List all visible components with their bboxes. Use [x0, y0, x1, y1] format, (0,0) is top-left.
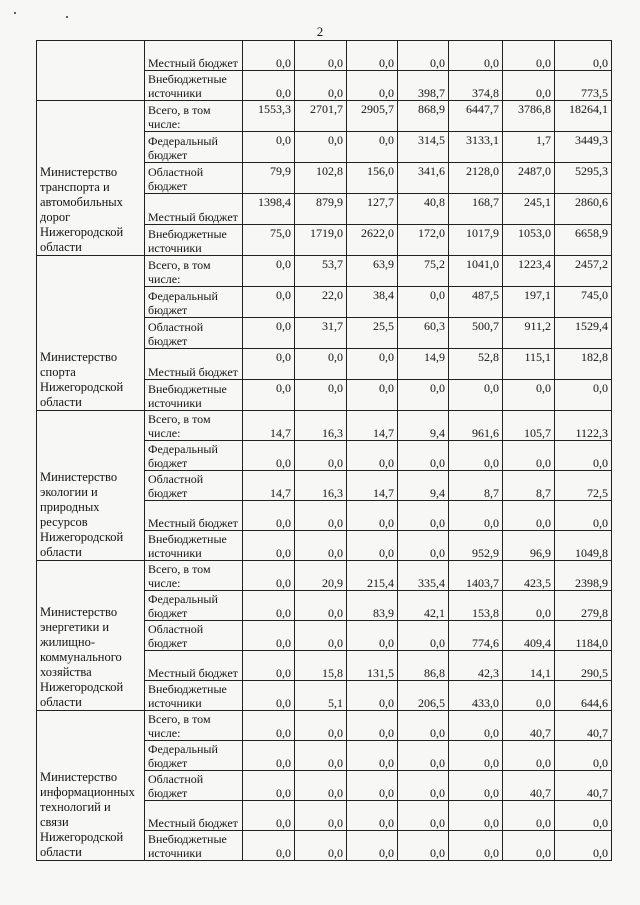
funding-source: Внебюджетные источники [145, 225, 243, 256]
funding-source: Внебюджетные источники [145, 681, 243, 711]
total-value: 0,0 [555, 41, 612, 71]
total-value: 745,0 [555, 287, 612, 318]
total-value: 0,0 [555, 741, 612, 771]
year-value: 0,0 [503, 831, 555, 861]
year-value: 868,9 [398, 101, 449, 132]
total-value: 5295,3 [555, 163, 612, 194]
year-value: 0,0 [347, 380, 398, 411]
total-value: 1529,4 [555, 318, 612, 349]
year-value: 0,0 [295, 132, 347, 163]
year-value: 168,7 [449, 194, 503, 225]
funding-source: Всего, в том числе: [145, 711, 243, 741]
year-value: 14,7 [347, 411, 398, 441]
year-value: 0,0 [295, 501, 347, 531]
year-value: 0,0 [398, 441, 449, 471]
year-value: 20,9 [295, 561, 347, 591]
year-value: 0,0 [243, 741, 295, 771]
table-row [37, 411, 612, 441]
year-value: 0,0 [449, 41, 503, 71]
total-value: 3449,3 [555, 132, 612, 163]
year-value: 3786,8 [503, 101, 555, 132]
funding-source: Всего, в том числе: [145, 256, 243, 287]
scan-speck [66, 16, 68, 18]
year-value: 0,0 [347, 501, 398, 531]
year-value: 952,9 [449, 531, 503, 561]
year-value: 60,3 [398, 318, 449, 349]
year-value: 14,9 [398, 349, 449, 380]
year-value: 38,4 [347, 287, 398, 318]
year-value: 0,0 [449, 741, 503, 771]
year-value: 0,0 [503, 41, 555, 71]
year-value: 127,7 [347, 194, 398, 225]
year-value: 487,5 [449, 287, 503, 318]
year-value: 0,0 [398, 287, 449, 318]
year-value: 0,0 [243, 71, 295, 101]
year-value: 9,4 [398, 411, 449, 441]
year-value: 0,0 [243, 681, 295, 711]
funding-source: Местный бюджет [145, 651, 243, 681]
year-value: 105,7 [503, 411, 555, 441]
year-value: 0,0 [243, 132, 295, 163]
year-value: 961,6 [449, 411, 503, 441]
year-value: 0,0 [295, 621, 347, 651]
year-value: 172,0 [398, 225, 449, 256]
year-value: 0,0 [243, 256, 295, 287]
year-value: 2128,0 [449, 163, 503, 194]
year-value: 0,0 [503, 681, 555, 711]
year-value: 0,0 [449, 711, 503, 741]
total-value: 2398,9 [555, 561, 612, 591]
year-value: 0,0 [243, 711, 295, 741]
ministry-name: Министерство транспорта и автомобильных дорог Нижегородской области [37, 101, 145, 256]
total-value: 1184,0 [555, 621, 612, 651]
year-value: 0,0 [449, 441, 503, 471]
year-value: 0,0 [503, 380, 555, 411]
ministry-name: Министерство информационных технологий и связи Нижегородской области [37, 711, 145, 861]
year-value: 0,0 [347, 741, 398, 771]
year-value: 197,1 [503, 287, 555, 318]
total-value: 40,7 [555, 711, 612, 741]
total-value: 644,6 [555, 681, 612, 711]
year-value: 0,0 [398, 531, 449, 561]
total-value: 182,8 [555, 349, 612, 380]
funding-source: Областной бюджет [145, 318, 243, 349]
total-value: 40,7 [555, 771, 612, 801]
year-value: 0,0 [503, 801, 555, 831]
year-value: 0,0 [398, 380, 449, 411]
year-value: 1,7 [503, 132, 555, 163]
year-value: 1041,0 [449, 256, 503, 287]
year-value: 0,0 [295, 591, 347, 621]
year-value: 75,0 [243, 225, 295, 256]
year-value: 0,0 [503, 741, 555, 771]
funding-source: Федеральный бюджет [145, 132, 243, 163]
year-value: 8,7 [449, 471, 503, 501]
year-value: 0,0 [295, 831, 347, 861]
funding-source: Всего, в том числе: [145, 561, 243, 591]
year-value: 0,0 [398, 771, 449, 801]
funding-source: Областной бюджет [145, 471, 243, 501]
year-value: 0,0 [243, 591, 295, 621]
year-value: 14,7 [243, 411, 295, 441]
year-value: 0,0 [295, 531, 347, 561]
year-value: 0,0 [243, 318, 295, 349]
year-value: 2622,0 [347, 225, 398, 256]
total-value: 72,5 [555, 471, 612, 501]
year-value: 335,4 [398, 561, 449, 591]
year-value: 102,8 [295, 163, 347, 194]
year-value: 5,1 [295, 681, 347, 711]
total-value: 773,5 [555, 71, 612, 101]
funding-source: Внебюджетные источники [145, 831, 243, 861]
ministry-name: Министерство спорта Нижегородской области [37, 256, 145, 411]
total-value: 0,0 [555, 380, 612, 411]
page-number: 2 [316, 24, 324, 39]
year-value: 0,0 [398, 711, 449, 741]
budget-table [36, 40, 612, 861]
year-value: 86,8 [398, 651, 449, 681]
table-row [37, 41, 612, 71]
year-value: 115,1 [503, 349, 555, 380]
year-value: 0,0 [243, 831, 295, 861]
year-value: 0,0 [449, 801, 503, 831]
year-value: 40,7 [503, 771, 555, 801]
year-value: 0,0 [243, 771, 295, 801]
year-value: 374,8 [449, 71, 503, 101]
ministry-name: Министерство экологии и природных ресурсов Нижегородской области [37, 411, 145, 561]
year-value: 31,7 [295, 318, 347, 349]
year-value: 42,3 [449, 651, 503, 681]
year-value: 14,1 [503, 651, 555, 681]
year-value: 40,8 [398, 194, 449, 225]
year-value: 0,0 [243, 621, 295, 651]
table-row [37, 711, 612, 741]
total-value: 0,0 [555, 441, 612, 471]
year-value: 0,0 [398, 801, 449, 831]
year-value: 0,0 [295, 349, 347, 380]
year-value: 206,5 [398, 681, 449, 711]
total-value: 1049,8 [555, 531, 612, 561]
year-value: 0,0 [449, 380, 503, 411]
year-value: 0,0 [503, 501, 555, 531]
funding-source: Федеральный бюджет [145, 287, 243, 318]
year-value: 0,0 [243, 651, 295, 681]
year-value: 0,0 [347, 711, 398, 741]
year-value: 0,0 [243, 501, 295, 531]
total-value: 2457,2 [555, 256, 612, 287]
year-value: 0,0 [243, 287, 295, 318]
year-value: 0,0 [449, 831, 503, 861]
total-value: 2860,6 [555, 194, 612, 225]
total-value: 0,0 [555, 801, 612, 831]
table-row [37, 101, 612, 132]
year-value: 1403,7 [449, 561, 503, 591]
year-value: 341,6 [398, 163, 449, 194]
year-value: 153,8 [449, 591, 503, 621]
year-value: 0,0 [243, 441, 295, 471]
funding-source: Областной бюджет [145, 621, 243, 651]
year-value: 6447,7 [449, 101, 503, 132]
funding-source: Всего, в том числе: [145, 101, 243, 132]
year-value: 0,0 [503, 441, 555, 471]
year-value: 1017,9 [449, 225, 503, 256]
year-value: 53,7 [295, 256, 347, 287]
year-value: 79,9 [243, 163, 295, 194]
funding-source: Внебюджетные источники [145, 531, 243, 561]
table-body [37, 41, 612, 861]
year-value: 0,0 [295, 771, 347, 801]
year-value: 0,0 [243, 380, 295, 411]
year-value: 156,0 [347, 163, 398, 194]
year-value: 0,0 [295, 380, 347, 411]
year-value: 0,0 [243, 531, 295, 561]
year-value: 774,6 [449, 621, 503, 651]
year-value: 2905,7 [347, 101, 398, 132]
scan-speck [14, 12, 16, 14]
year-value: 1053,0 [503, 225, 555, 256]
year-value: 433,0 [449, 681, 503, 711]
year-value: 0,0 [295, 741, 347, 771]
total-value: 0,0 [555, 501, 612, 531]
year-value: 40,7 [503, 711, 555, 741]
year-value: 0,0 [295, 441, 347, 471]
year-value: 83,9 [347, 591, 398, 621]
year-value: 63,9 [347, 256, 398, 287]
year-value: 15,8 [295, 651, 347, 681]
year-value: 16,3 [295, 471, 347, 501]
year-value: 0,0 [347, 531, 398, 561]
year-value: 75,2 [398, 256, 449, 287]
table-row [37, 561, 612, 591]
funding-source: Местный бюджет [145, 41, 243, 71]
funding-source: Федеральный бюджет [145, 741, 243, 771]
total-value: 1122,3 [555, 411, 612, 441]
funding-source: Областной бюджет [145, 163, 243, 194]
year-value: 14,7 [243, 471, 295, 501]
total-value: 290,5 [555, 651, 612, 681]
year-value: 1553,3 [243, 101, 295, 132]
year-value: 0,0 [295, 71, 347, 101]
year-value: 0,0 [347, 801, 398, 831]
year-value: 0,0 [243, 349, 295, 380]
funding-source: Федеральный бюджет [145, 591, 243, 621]
year-value: 0,0 [295, 801, 347, 831]
year-value: 52,8 [449, 349, 503, 380]
year-value: 215,4 [347, 561, 398, 591]
year-value: 879,9 [295, 194, 347, 225]
year-value: 22,0 [295, 287, 347, 318]
year-value: 0,0 [243, 801, 295, 831]
total-value: 18264,1 [555, 101, 612, 132]
year-value: 0,0 [347, 441, 398, 471]
year-value: 0,0 [347, 41, 398, 71]
funding-source: Местный бюджет [145, 501, 243, 531]
year-value: 0,0 [449, 771, 503, 801]
year-value: 9,4 [398, 471, 449, 501]
year-value: 0,0 [347, 831, 398, 861]
funding-source: Местный бюджет [145, 194, 243, 225]
year-value: 0,0 [243, 41, 295, 71]
year-value: 0,0 [295, 711, 347, 741]
year-value: 245,1 [503, 194, 555, 225]
year-value: 0,0 [398, 501, 449, 531]
year-value: 423,5 [503, 561, 555, 591]
total-value: 6658,9 [555, 225, 612, 256]
year-value: 1719,0 [295, 225, 347, 256]
year-value: 25,5 [347, 318, 398, 349]
year-value: 314,5 [398, 132, 449, 163]
year-value: 3133,1 [449, 132, 503, 163]
year-value: 0,0 [347, 621, 398, 651]
year-value: 0,0 [347, 349, 398, 380]
year-value: 911,2 [503, 318, 555, 349]
total-value: 279,8 [555, 591, 612, 621]
ministry-name [37, 41, 145, 101]
year-value: 0,0 [347, 71, 398, 101]
year-value: 0,0 [347, 132, 398, 163]
year-value: 398,7 [398, 71, 449, 101]
year-value: 96,9 [503, 531, 555, 561]
funding-source: Местный бюджет [145, 349, 243, 380]
year-value: 0,0 [398, 741, 449, 771]
funding-source: Внебюджетные источники [145, 380, 243, 411]
year-value: 0,0 [449, 501, 503, 531]
year-value: 409,4 [503, 621, 555, 651]
year-value: 0,0 [503, 71, 555, 101]
funding-source: Федеральный бюджет [145, 441, 243, 471]
year-value: 8,7 [503, 471, 555, 501]
year-value: 0,0 [398, 41, 449, 71]
year-value: 131,5 [347, 651, 398, 681]
year-value: 14,7 [347, 471, 398, 501]
year-value: 500,7 [449, 318, 503, 349]
ministry-name: Министерство энергетики и жилищно-коммунального хозяйства Нижегородской области [37, 561, 145, 711]
funding-source: Всего, в том числе: [145, 411, 243, 441]
table-row [37, 256, 612, 287]
year-value: 0,0 [347, 771, 398, 801]
year-value: 42,1 [398, 591, 449, 621]
year-value: 0,0 [243, 561, 295, 591]
year-value: 16,3 [295, 411, 347, 441]
funding-source: Местный бюджет [145, 801, 243, 831]
funding-source: Областной бюджет [145, 771, 243, 801]
year-value: 2701,7 [295, 101, 347, 132]
year-value: 1398,4 [243, 194, 295, 225]
year-value: 0,0 [398, 831, 449, 861]
year-value: 0,0 [295, 41, 347, 71]
year-value: 0,0 [503, 591, 555, 621]
total-value: 0,0 [555, 831, 612, 861]
year-value: 0,0 [347, 681, 398, 711]
funding-source: Внебюджетные источники [145, 71, 243, 101]
year-value: 2487,0 [503, 163, 555, 194]
year-value: 0,0 [398, 621, 449, 651]
year-value: 1223,4 [503, 256, 555, 287]
